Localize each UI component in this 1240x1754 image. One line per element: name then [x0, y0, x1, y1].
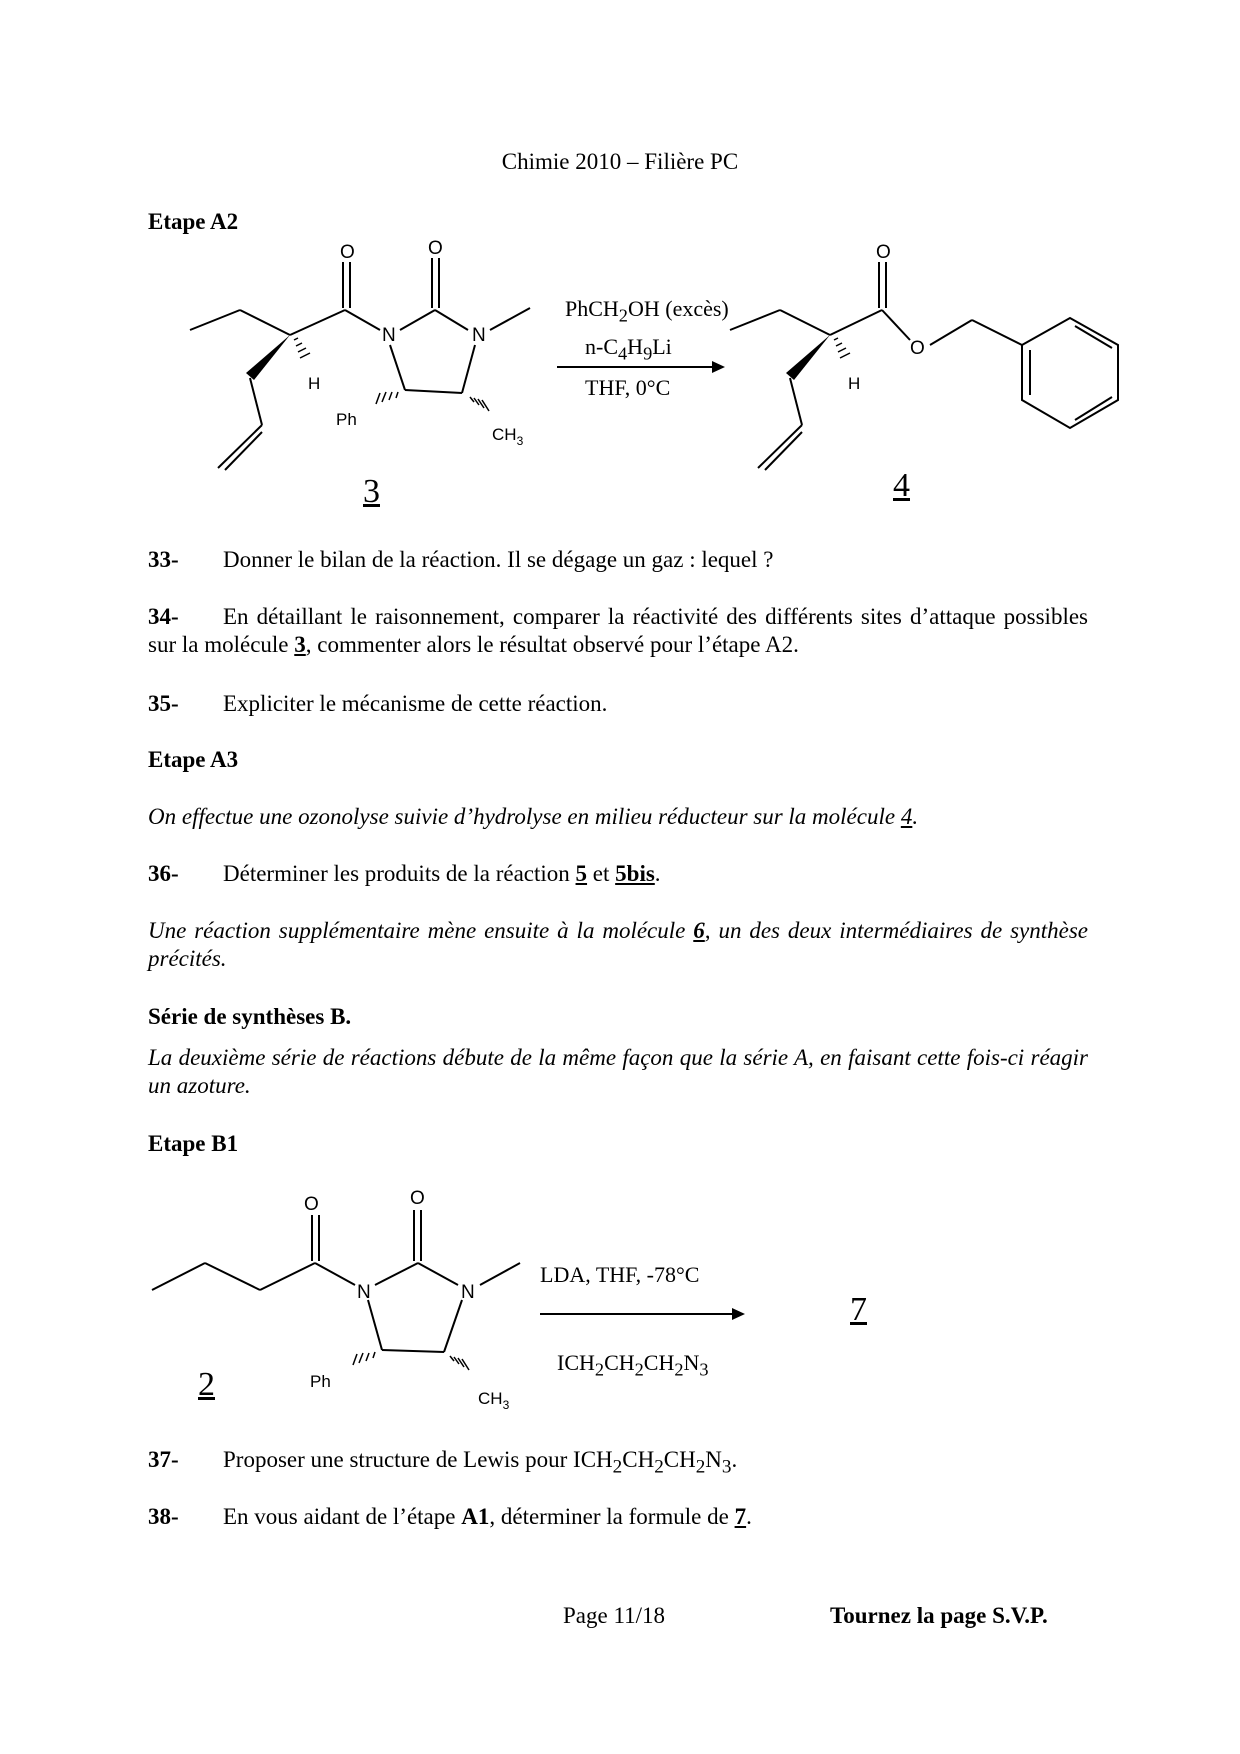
atom-label-n: N — [472, 325, 486, 346]
bond — [390, 345, 405, 390]
hash-bond — [396, 392, 398, 398]
step-a2-title: Etape A2 — [148, 209, 239, 234]
reagent-azide: $ICH_2CH_2CH_2N_3$ — [557, 1350, 709, 1380]
question-36: 36- Déterminer les produits de la réaction 5 et 5bis. — [148, 861, 661, 886]
bond — [765, 432, 802, 470]
atom-label-h: H — [848, 374, 861, 393]
hash-bond — [300, 353, 310, 358]
bond — [260, 1263, 315, 1290]
bond — [315, 1263, 355, 1285]
step-b1-title: Etape B1 — [148, 1131, 239, 1156]
hash-bond — [353, 1354, 357, 1365]
bond — [1075, 397, 1112, 420]
hash-bond — [470, 397, 474, 402]
bond — [435, 310, 468, 330]
bond — [790, 378, 802, 425]
hash-bond — [382, 392, 386, 402]
question-33: 33- Donner le bilan de la réaction. Il se dégage un gaz : lequel ? — [148, 547, 774, 572]
series-b-title: Série de synthèses B. — [148, 1004, 352, 1029]
molecule-number-2: 2 — [198, 1366, 215, 1403]
bond — [830, 310, 882, 335]
hash-bond — [359, 1353, 363, 1363]
bond — [400, 310, 435, 330]
bond — [290, 310, 345, 335]
bond — [462, 345, 475, 393]
bond — [368, 1300, 382, 1350]
atom-label-o: O — [410, 1188, 425, 1209]
reagent-line-1: PhCH$_2$OH (excès) — [565, 296, 729, 326]
bond — [444, 1300, 462, 1352]
bond — [218, 425, 262, 468]
arrow-head — [732, 1308, 745, 1320]
molecule-number-3: 3 — [363, 473, 380, 510]
bond — [205, 1263, 260, 1290]
molecule-number-4: 4 — [893, 467, 910, 504]
bond — [972, 320, 1022, 345]
step-a3-title: Etape A3 — [148, 747, 239, 772]
hash-bond — [294, 338, 298, 340]
bond — [418, 1263, 458, 1285]
reagent-line-2: $n-C_4H_9Li$ — [585, 334, 672, 364]
bond — [405, 390, 462, 393]
atom-label-n: N — [461, 1282, 475, 1303]
page-number: Page 11/18 — [563, 1603, 665, 1628]
wedge-bond — [246, 335, 290, 380]
reagent-line-3: THF, 0°C — [585, 375, 671, 400]
label-ch3: $CH_3$ — [478, 1389, 510, 1412]
question-35: 35- Expliciter le mécanisme de cette réaction. — [148, 691, 608, 716]
wedge-bond — [786, 335, 830, 380]
bond — [382, 1350, 444, 1352]
question-37: 37- Proposer une structure de Lewis pour $ICH_2CH_2CH_2N_3$. — [148, 1447, 738, 1478]
question-34: 34- En détaillant le raisonnement, comparer la réactivité des différents sites d’attaque possibles sur la molécule 3, commenter alors le résultat observé pour l’étape A2. — [148, 604, 1088, 657]
bond — [490, 308, 530, 330]
atom-label-o: O — [304, 1194, 319, 1215]
arrow-head — [712, 361, 725, 373]
hash-bond — [834, 338, 838, 340]
hash-bond — [836, 343, 842, 346]
turn-page-note: Tournez la page S.V.P. — [830, 1603, 1048, 1628]
hash-bond — [838, 348, 846, 352]
reaction-scheme-b1 — [0, 1180, 1240, 1430]
bond — [240, 310, 290, 335]
bond — [780, 310, 830, 335]
atom-label-h: H — [308, 374, 321, 393]
hash-bond — [389, 392, 392, 400]
bond — [758, 425, 802, 468]
bond — [375, 1263, 418, 1285]
atom-label-o: O — [428, 238, 443, 259]
label-ph: Ph — [336, 410, 357, 429]
benzene-ring — [1022, 318, 1118, 428]
hash-bond — [450, 1356, 454, 1361]
hash-bond — [373, 1352, 375, 1358]
bond — [250, 378, 262, 425]
hash-bond — [840, 353, 850, 358]
atom-label-n: N — [357, 1282, 371, 1303]
bond — [190, 310, 240, 330]
atom-label-o: O — [340, 242, 355, 263]
molecule-number-7: 7 — [850, 1291, 867, 1328]
atom-label-o: O — [876, 242, 891, 263]
reagent-lda: LDA, THF, -78°C — [540, 1262, 700, 1287]
bond — [345, 310, 380, 330]
label-ph: Ph — [310, 1372, 331, 1391]
bond — [882, 310, 910, 340]
bond — [1075, 326, 1112, 348]
bond — [152, 1263, 205, 1290]
bond — [225, 432, 262, 470]
atom-label-n: N — [382, 325, 396, 346]
bond — [480, 1263, 520, 1285]
label-ch3: $CH_3$ — [492, 425, 524, 448]
step-a3-followup: Une réaction supplémentaire mène ensuite à la molécule 6, un des deux intermédiaires de synthèse précités. — [148, 918, 1088, 971]
series-b-intro: La deuxième série de réactions débute de la même façon que la série A, en faisant cette fois-ci réagir un azoture. — [148, 1045, 1088, 1098]
step-a3-intro: On effectue une ozonolyse suivie d’hydrolyse en milieu réducteur sur la molécule 4. — [148, 804, 919, 829]
atom-label-o: O — [910, 338, 925, 359]
question-38: 38- En vous aidant de l’étape A1, déterminer la formule de 7. — [148, 1504, 752, 1529]
page-header: Chimie 2010 – Filière PC — [501, 149, 739, 174]
bond — [730, 310, 780, 330]
bond — [930, 320, 972, 345]
hash-bond — [298, 348, 306, 352]
hash-bond — [296, 343, 302, 346]
hash-bond — [376, 393, 380, 404]
hash-bond — [366, 1353, 369, 1361]
